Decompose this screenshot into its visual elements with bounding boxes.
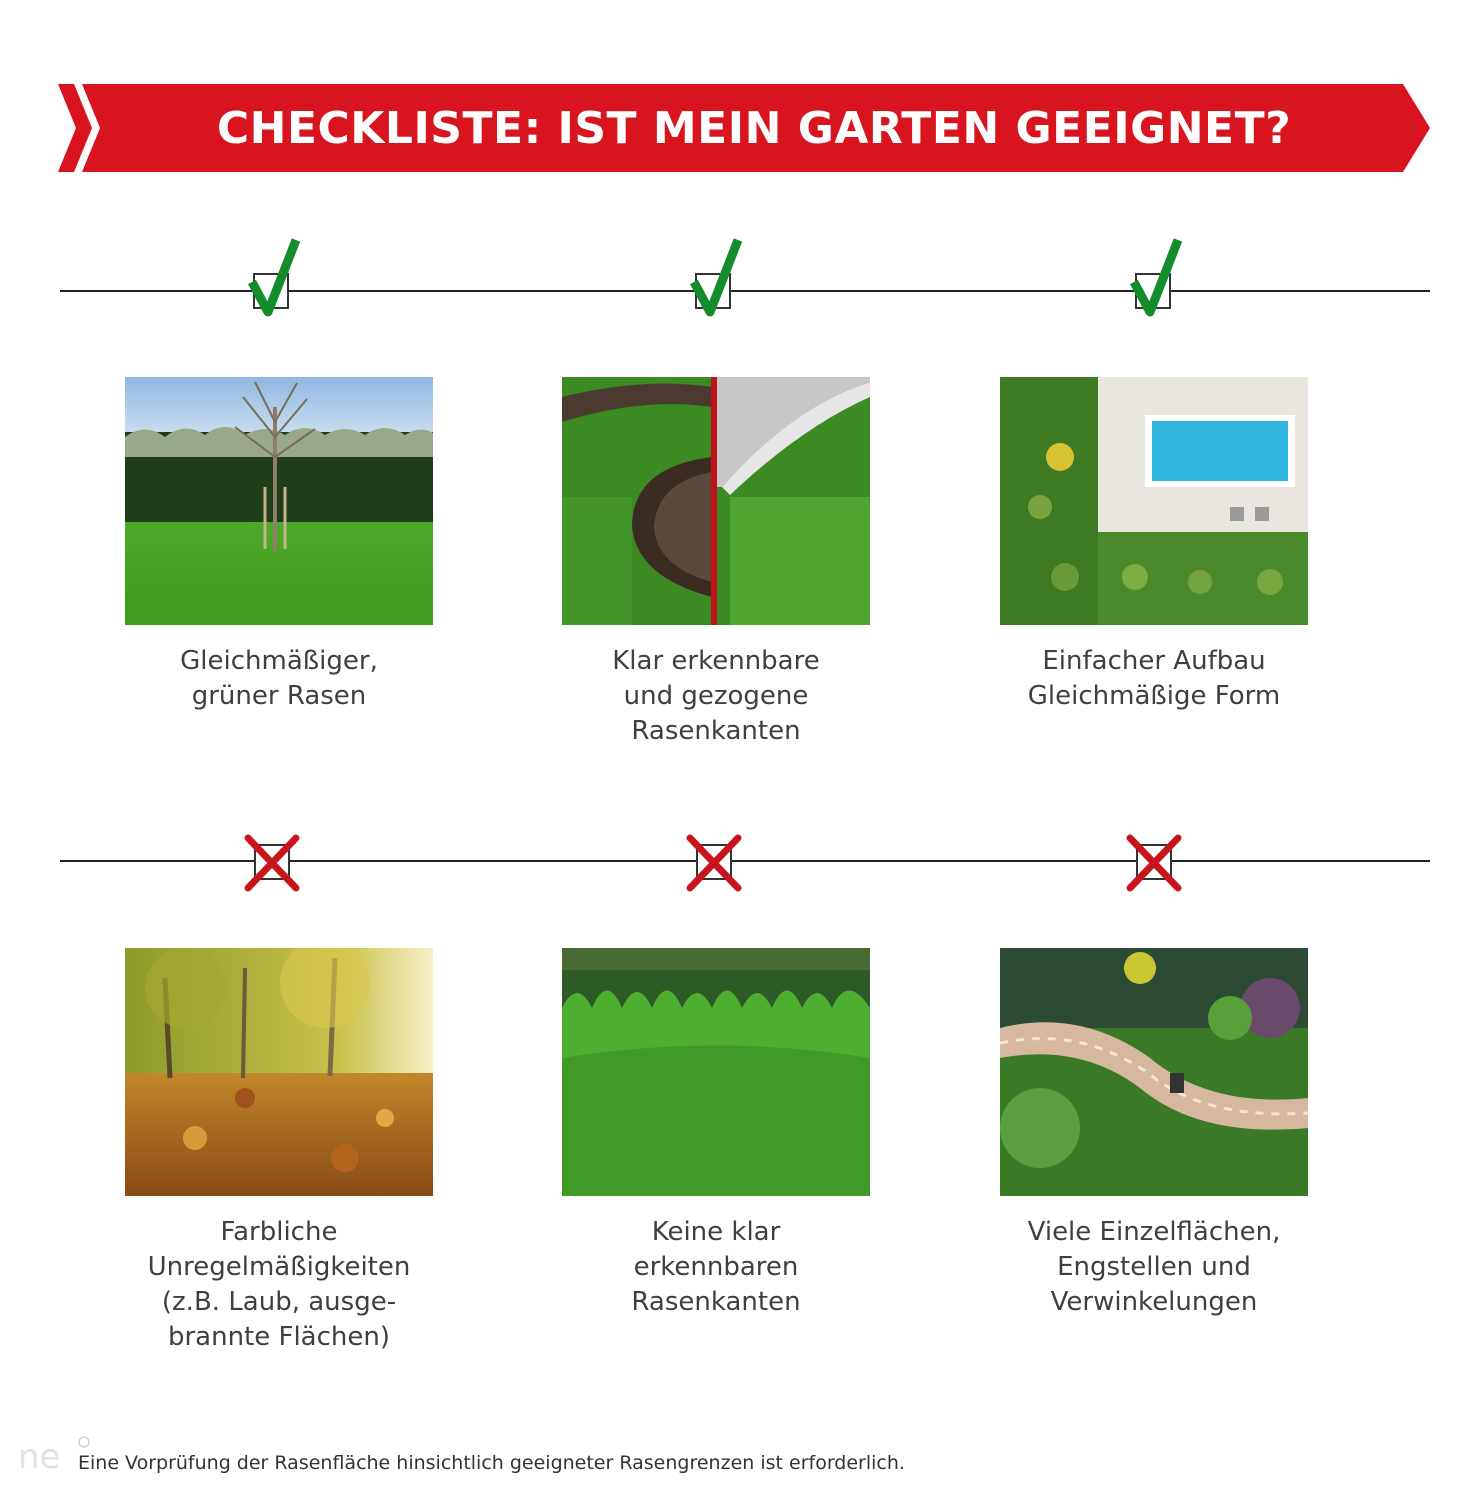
- cross-icon: [1124, 830, 1184, 894]
- caption-suitable-1: Gleichmäßiger, grüner Rasen: [180, 646, 378, 711]
- caption-unsuitable-2: Keine klar erkennbaren Rasenkanten: [631, 1217, 801, 1317]
- caption-suitable-3: Einfacher Aufbau Gleichmäßige Form: [1027, 646, 1281, 711]
- footnote: Eine Vorprüfung der Rasenfläche hinsichtlich geeigneter Rasengrenzen ist erforderlich.: [78, 1452, 905, 1474]
- photo-garden-pool: [1000, 377, 1308, 625]
- caption-suitable-2: Klar erkennbare und gezogene Rasenkanten: [612, 646, 820, 746]
- page-title: CHECKLISTE: IST MEIN GARTEN GEEIGNET?: [216, 102, 1292, 154]
- caption-unsuitable-3: Viele Einzelflächen, Engstellen und Verwinkelungen: [1027, 1217, 1281, 1317]
- photo-lawn-edge: [562, 377, 870, 625]
- photo-autumn-leaves: [125, 948, 433, 1196]
- caption-unsuitable-1: Farbliche Unregelmäßigkeiten (z.B. Laub, ausge- brannte Flächen): [147, 1217, 411, 1352]
- checkmark-icon: [686, 234, 746, 324]
- cross-icon: [242, 830, 302, 894]
- photo-lawn-with-tree: [125, 377, 433, 625]
- photo-winding-path: [1000, 948, 1308, 1196]
- title-banner: [58, 84, 1430, 172]
- photo-lawn-no-edges: [562, 948, 870, 1196]
- checkmark-icon: [244, 234, 304, 324]
- checkmark-icon: [1126, 234, 1186, 324]
- cross-icon: [684, 830, 744, 894]
- svg-text:ne: ne: [18, 1437, 61, 1477]
